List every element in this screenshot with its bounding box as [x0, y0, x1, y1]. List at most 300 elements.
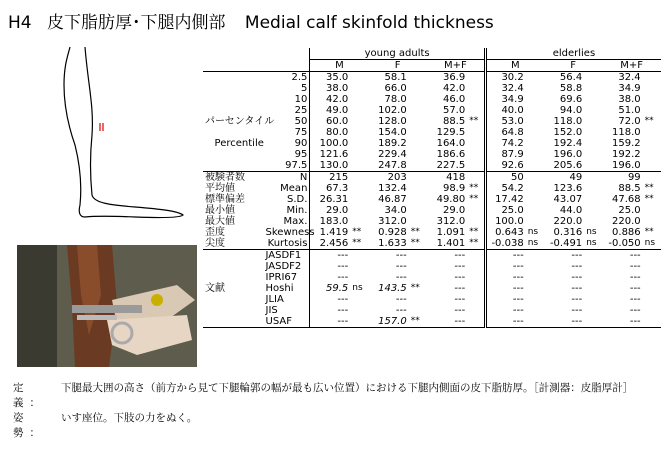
significance-cell	[584, 183, 602, 194]
value-cell: 118.0	[612, 127, 641, 138]
significance-cell	[350, 294, 368, 305]
significance-cell	[643, 250, 661, 262]
significance-cell: ns	[586, 238, 597, 248]
value-cell: 49.80	[436, 194, 466, 205]
corner-cell	[203, 60, 310, 72]
significance-cell: ns	[527, 227, 539, 237]
value-cell: ---	[571, 305, 583, 316]
value-cell: 220.0	[612, 216, 641, 227]
significance-cell	[526, 127, 544, 138]
significance-cell	[467, 105, 485, 116]
significance-cell	[409, 160, 427, 172]
value-cell: 44.0	[559, 205, 583, 216]
value-cell: 100.0	[310, 138, 350, 149]
significance-cell	[643, 160, 661, 172]
measurement-photo	[17, 245, 197, 367]
row-label-ja	[203, 127, 264, 138]
significance-cell: **	[644, 227, 654, 237]
group-header: young adults	[310, 48, 485, 60]
significance-cell	[350, 250, 368, 262]
row-label-en: S.D.	[287, 194, 308, 205]
significance-cell	[526, 149, 544, 160]
value-cell: 183.0	[310, 216, 350, 227]
value-cell: ---	[395, 261, 407, 272]
reference-row	[203, 294, 661, 305]
value-cell: 88.5	[442, 116, 466, 127]
significance-cell	[526, 283, 544, 294]
value-cell: 312.0	[436, 216, 466, 227]
value-cell: 0.316	[553, 227, 583, 238]
value-cell: 229.4	[378, 149, 407, 160]
significance-cell	[409, 294, 427, 305]
stat-row	[203, 227, 661, 238]
significance-cell	[409, 94, 427, 105]
row-label-en: 2.5	[264, 72, 310, 84]
significance-cell	[526, 72, 544, 84]
row-label-en: Mean	[280, 183, 308, 194]
value-cell: 64.8	[485, 127, 525, 138]
significance-cell	[467, 216, 485, 227]
significance-cell	[350, 305, 368, 316]
significance-cell	[350, 149, 368, 160]
reference-row	[203, 305, 661, 316]
value-cell: 69.6	[559, 94, 583, 105]
significance-cell	[526, 138, 544, 149]
significance-cell	[526, 94, 544, 105]
value-cell: 196.0	[612, 160, 641, 171]
value-cell: 227.5	[436, 160, 466, 171]
significance-cell	[409, 261, 427, 272]
statistics-table	[203, 48, 661, 372]
value-cell: 164.0	[436, 138, 466, 149]
significance-cell	[409, 205, 427, 216]
value-cell: 0.643	[485, 227, 525, 238]
significance-cell	[350, 94, 368, 105]
value-cell: 94.0	[559, 105, 583, 116]
significance-cell	[643, 283, 661, 294]
significance-cell: ns	[527, 238, 539, 248]
value-cell: 102.0	[378, 105, 407, 116]
significance-cell	[526, 250, 544, 262]
value-cell: 58.8	[559, 83, 583, 94]
value-cell: ---	[544, 316, 584, 328]
value-cell: 1.419	[310, 227, 350, 238]
value-cell: 72.0	[618, 116, 641, 127]
column-header-row	[203, 60, 661, 72]
significance-cell	[643, 83, 661, 94]
significance-cell	[584, 194, 602, 205]
percentile-row	[203, 116, 661, 127]
significance-cell	[526, 205, 544, 216]
value-cell: ---	[485, 283, 525, 294]
value-cell: ---	[571, 272, 583, 283]
value-cell: ---	[629, 305, 641, 316]
column-header: M	[485, 60, 543, 72]
value-cell: 129.5	[436, 127, 466, 138]
significance-cell	[467, 261, 485, 272]
value-cell: 92.6	[485, 160, 525, 172]
value-cell: 123.6	[553, 183, 583, 194]
significance-cell	[643, 94, 661, 105]
significance-cell: **	[469, 227, 479, 237]
value-cell: 152.0	[553, 127, 583, 138]
value-cell: 54.2	[485, 183, 525, 194]
value-cell: ---	[427, 250, 467, 262]
value-cell: 186.6	[436, 149, 466, 160]
percentile-row	[203, 105, 661, 116]
value-cell: 189.2	[378, 138, 407, 149]
significance-cell: **	[409, 316, 427, 328]
value-cell: ---	[310, 305, 350, 316]
row-label-ja: Percentile	[205, 138, 264, 149]
value-cell: ---	[395, 294, 407, 305]
stat-row	[203, 216, 661, 227]
page-title	[8, 8, 504, 33]
significance-cell	[409, 116, 427, 127]
significance-cell	[584, 149, 602, 160]
value-cell: 59.5	[310, 283, 350, 294]
significance-cell	[526, 261, 544, 272]
significance-cell	[409, 149, 427, 160]
significance-cell: **	[410, 227, 420, 237]
value-cell: ---	[485, 305, 525, 316]
significance-cell	[643, 216, 661, 227]
significance-cell	[643, 138, 661, 149]
value-cell: 29.0	[310, 205, 350, 216]
percentile-row	[203, 72, 661, 84]
significance-cell	[584, 205, 602, 216]
significance-cell: **	[410, 238, 420, 248]
reference-row	[203, 250, 661, 262]
stat-row	[203, 238, 661, 250]
significance-cell	[526, 116, 544, 127]
significance-cell	[350, 183, 368, 194]
value-cell: -0.050	[608, 238, 641, 249]
value-cell: ---	[310, 261, 350, 272]
significance-cell	[409, 216, 427, 227]
value-cell: 43.07	[553, 194, 583, 205]
significance-cell: **	[410, 283, 420, 293]
value-cell: ---	[485, 261, 525, 272]
significance-cell	[350, 172, 368, 184]
row-label-ja	[203, 160, 264, 172]
significance-cell	[409, 305, 427, 316]
significance-cell	[350, 105, 368, 116]
significance-cell	[584, 272, 602, 283]
significance-cell	[526, 194, 544, 205]
value-cell: 121.6	[310, 149, 350, 160]
value-cell: 30.2	[485, 72, 525, 84]
value-cell: 157.0	[368, 316, 408, 328]
significance-cell	[350, 316, 368, 328]
significance-cell	[409, 83, 427, 94]
significance-cell	[643, 127, 661, 138]
value-cell: ---	[368, 250, 408, 262]
significance-cell	[350, 205, 368, 216]
significance-cell: **	[644, 183, 654, 193]
value-cell: ---	[571, 294, 583, 305]
definition-text: 下腿最大囲の高さ（前方から見て下腿輪郭の幅が最も広い位置）における下腿内側面の皮下脂肪厚。［計測器：皮脂厚計］	[61, 382, 634, 394]
percentile-row	[203, 127, 661, 138]
significance-cell	[409, 172, 427, 184]
value-cell: 34.9	[485, 94, 525, 105]
significance-cell	[643, 72, 661, 84]
significance-cell	[467, 172, 485, 184]
column-header: F	[570, 60, 576, 71]
value-cell: 88.5	[618, 183, 641, 194]
title-en: Medial calf skinfold thickness	[244, 13, 494, 33]
significance-cell	[584, 172, 602, 184]
row-label-en: Kurtosis	[267, 238, 308, 249]
significance-cell	[643, 261, 661, 272]
value-cell: ---	[454, 305, 466, 316]
significance-cell: **	[469, 116, 479, 126]
value-cell: 46.0	[442, 94, 466, 105]
value-cell: 192.4	[553, 138, 583, 149]
value-cell: ---	[544, 250, 584, 262]
row-label-en: N	[264, 172, 310, 184]
significance-cell	[643, 149, 661, 160]
significance-cell: ns	[586, 227, 597, 237]
row-label-ja: 標準偏差	[205, 194, 245, 205]
significance-cell	[467, 272, 485, 283]
value-cell: ---	[310, 272, 350, 283]
value-cell: 80.0	[310, 127, 350, 138]
row-label-ja: 被験者数	[203, 172, 264, 184]
value-cell: ---	[629, 294, 641, 305]
value-cell: 205.6	[553, 160, 583, 171]
group-header-row	[203, 48, 661, 60]
value-cell: ---	[629, 272, 641, 283]
row-label-ja	[203, 316, 264, 328]
significance-cell	[584, 283, 602, 294]
value-cell: 130.0	[310, 160, 350, 172]
value-cell: 0.886	[612, 227, 641, 238]
row-label-ja	[203, 149, 264, 160]
value-cell: ---	[395, 305, 407, 316]
leg-illustration	[40, 45, 190, 220]
significance-cell	[350, 138, 368, 149]
value-cell: 128.0	[378, 116, 407, 127]
reference-name: JIS	[265, 305, 278, 316]
significance-cell: ns	[644, 238, 656, 248]
value-cell: 143.5	[378, 283, 407, 294]
reference-name: JASDF1	[264, 250, 310, 262]
value-cell: ---	[629, 283, 641, 294]
significance-cell: **	[469, 194, 479, 204]
value-cell: 34.0	[384, 205, 407, 216]
value-cell: 40.0	[485, 105, 525, 116]
value-cell: 38.0	[618, 94, 641, 105]
value-cell: 50	[485, 172, 525, 184]
significance-cell	[526, 272, 544, 283]
row-label-en: 95	[294, 149, 308, 160]
value-cell: 67.3	[310, 183, 350, 194]
significance-cell	[350, 160, 368, 172]
significance-cell: **	[352, 227, 362, 237]
percentile-row	[203, 149, 661, 160]
value-cell: ---	[454, 283, 466, 294]
value-cell: 32.4	[602, 72, 642, 84]
value-cell: 159.2	[612, 138, 641, 149]
significance-cell	[584, 83, 602, 94]
row-label-en: 25	[294, 105, 308, 116]
value-cell: ---	[454, 272, 466, 283]
significance-cell	[643, 272, 661, 283]
stat-row	[203, 194, 661, 205]
row-label-ja	[203, 261, 264, 272]
significance-cell	[526, 316, 544, 328]
value-cell: ---	[310, 250, 350, 262]
value-cell: -0.038	[485, 238, 525, 250]
reference-name: IPRI67	[265, 272, 298, 283]
significance-cell	[467, 83, 485, 94]
value-cell: ---	[485, 294, 525, 305]
significance-cell	[350, 216, 368, 227]
reference-name: USAF	[264, 316, 310, 328]
value-cell: 49.0	[310, 105, 350, 116]
value-cell: 51.0	[618, 105, 641, 116]
value-cell: ---	[629, 261, 641, 272]
significance-cell	[584, 316, 602, 328]
value-cell: 192.2	[612, 149, 641, 160]
row-label-en: Max.	[283, 216, 308, 227]
significance-cell	[409, 250, 427, 262]
row-label-ja	[203, 72, 264, 84]
stat-row	[203, 183, 661, 194]
significance-cell	[467, 149, 485, 160]
significance-cell	[643, 172, 661, 184]
row-label-en: 50	[294, 116, 308, 127]
column-header: M+F	[620, 60, 644, 71]
significance-cell	[643, 105, 661, 116]
significance-cell	[409, 194, 427, 205]
value-cell: 154.0	[378, 127, 407, 138]
significance-cell	[584, 160, 602, 172]
significance-cell	[467, 94, 485, 105]
significance-cell: **	[352, 238, 362, 248]
significance-cell	[467, 316, 485, 328]
corner-cell	[203, 48, 310, 60]
significance-cell	[409, 127, 427, 138]
row-label-ja	[203, 105, 264, 116]
value-cell: 418	[427, 172, 467, 184]
value-cell: 312.0	[378, 216, 407, 227]
row-label-ja	[203, 305, 264, 316]
reference-name: JASDF2	[265, 261, 302, 272]
column-header: F	[394, 60, 401, 71]
value-cell: 203	[368, 172, 408, 184]
significance-cell	[350, 83, 368, 94]
value-cell: ---	[454, 261, 466, 272]
percentile-row	[203, 160, 661, 172]
significance-cell	[584, 127, 602, 138]
value-cell: 0.928	[378, 227, 407, 238]
significance-cell	[584, 216, 602, 227]
value-cell: 42.0	[442, 83, 466, 94]
value-cell: ---	[427, 316, 467, 328]
row-label-ja: 歪度	[205, 227, 225, 238]
row-label-ja: 最小値	[205, 205, 235, 216]
significance-cell	[584, 105, 602, 116]
value-cell: 57.0	[442, 105, 466, 116]
significance-cell: **	[644, 116, 654, 126]
reference-row	[203, 316, 661, 328]
title-code: H4	[8, 13, 32, 33]
value-cell: 1.633	[378, 238, 407, 249]
significance-cell	[409, 138, 427, 149]
notes	[13, 381, 653, 441]
significance-cell	[526, 172, 544, 184]
value-cell: 25.0	[485, 205, 525, 216]
value-cell: ---	[602, 316, 642, 328]
significance-cell: **	[469, 238, 479, 248]
stat-row	[203, 205, 661, 216]
significance-cell	[350, 116, 368, 127]
significance-cell	[409, 183, 427, 194]
value-cell: 215	[310, 172, 350, 184]
value-cell: ---	[485, 272, 525, 283]
significance-cell	[584, 72, 602, 84]
stat-row	[203, 172, 661, 184]
value-cell: ---	[454, 294, 466, 305]
definition-key: 定 義：	[13, 382, 46, 409]
significance-cell	[584, 294, 602, 305]
significance-cell	[584, 250, 602, 262]
value-cell: 66.0	[384, 83, 407, 94]
significance-cell	[409, 272, 427, 283]
value-cell: 100.0	[485, 216, 525, 227]
posture-text: いす座位。下肢の力をぬく。	[61, 412, 198, 424]
value-cell: 220.0	[553, 216, 583, 227]
row-label-en: Skewness	[265, 227, 315, 238]
value-cell: 247.8	[378, 160, 407, 171]
significance-cell	[350, 72, 368, 84]
value-cell: 53.0	[485, 116, 525, 127]
row-label-ja: 平均値	[205, 183, 235, 194]
value-cell: 99	[602, 172, 642, 184]
value-cell: 98.9	[442, 183, 466, 194]
group-header: elderlies	[485, 48, 661, 60]
significance-cell	[467, 127, 485, 138]
significance-cell: **	[644, 194, 654, 204]
significance-cell	[467, 294, 485, 305]
reference-name: Hoshi	[265, 283, 294, 294]
value-cell: 132.4	[378, 183, 407, 194]
significance-cell	[467, 72, 485, 84]
value-cell: 196.0	[553, 149, 583, 160]
significance-cell	[467, 205, 485, 216]
column-header: M+F	[443, 60, 467, 71]
value-cell: 74.2	[485, 138, 525, 149]
value-cell: 38.0	[310, 83, 350, 94]
value-cell: 35.0	[310, 72, 350, 84]
significance-cell	[350, 127, 368, 138]
value-cell: 25.0	[618, 205, 641, 216]
significance-cell	[584, 94, 602, 105]
row-label-ja	[203, 272, 264, 283]
row-label-ja: 文献	[205, 283, 225, 294]
posture-key: 姿 勢：	[13, 412, 46, 439]
percentile-row	[203, 83, 661, 94]
value-cell: 1.401	[436, 238, 466, 249]
row-label-ja: 最大値	[205, 216, 235, 227]
value-cell: 17.42	[485, 194, 525, 205]
significance-cell	[409, 72, 427, 84]
value-cell: 49	[544, 172, 584, 184]
significance-cell	[526, 305, 544, 316]
row-label-en: 90	[294, 138, 308, 149]
